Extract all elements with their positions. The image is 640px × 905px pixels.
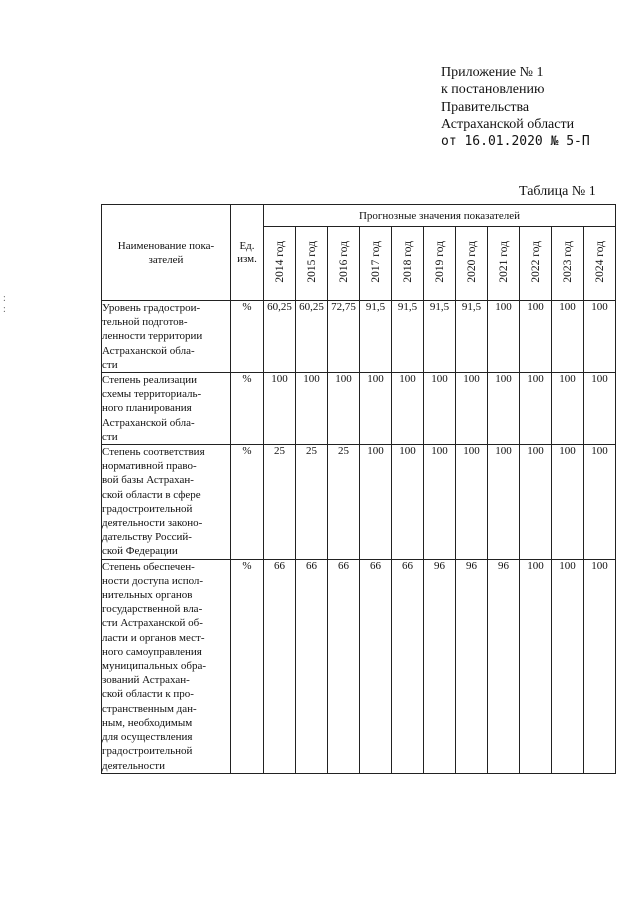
year-label: 2020 год — [465, 241, 478, 283]
indicator-value: 66 — [360, 559, 392, 773]
indicator-value: 100 — [264, 373, 296, 445]
table-row — [102, 445, 616, 560]
table-row — [102, 373, 616, 445]
indicator-value: 72,75 — [328, 301, 360, 373]
year-header — [328, 227, 360, 301]
indicator-value: 100 — [584, 373, 616, 445]
table-label: Таблица № 1 — [519, 184, 596, 199]
indicator-value: 100 — [488, 301, 520, 373]
year-header — [392, 227, 424, 301]
indicator-value: 100 — [328, 373, 360, 445]
year-label: 2019 год — [433, 241, 446, 283]
indicators-table — [101, 204, 616, 774]
year-label: 2024 год — [593, 241, 606, 283]
indicator-value: 91,5 — [456, 301, 488, 373]
year-label: 2018 год — [401, 241, 414, 283]
indicator-value: 100 — [552, 301, 584, 373]
indicator-name: Степень реализации схемы территориаль- ного планирования Астраханской обла- сти — [102, 373, 231, 445]
indicator-value: 25 — [328, 445, 360, 560]
indicator-value: 100 — [360, 373, 392, 445]
year-header — [264, 227, 296, 301]
indicator-name: Степень обеспечен- ности доступа испол- нительных органов государственной вла- сти Астраханской об- ласти и органов мест- ного самоуправления муниципальных обра- зований Астрахан- ской области к про- странственным дан- ным, необходимым для осуществления градостроительной деятельности — [102, 559, 231, 773]
header-line-2: к постановлению — [441, 82, 545, 98]
indicator-value: 100 — [296, 373, 328, 445]
indicator-value: 100 — [488, 373, 520, 445]
indicator-value: 96 — [456, 559, 488, 773]
indicator-value: 100 — [584, 445, 616, 560]
year-header — [488, 227, 520, 301]
indicator-value: 60,25 — [264, 301, 296, 373]
year-header — [552, 227, 584, 301]
header-line-1: Приложение № 1 — [441, 65, 544, 80]
indicator-value: 91,5 — [424, 301, 456, 373]
year-label: 2021 год — [497, 241, 510, 283]
year-header — [296, 227, 328, 301]
year-label: 2016 год — [337, 241, 350, 283]
indicator-unit: % — [231, 373, 264, 445]
indicator-unit: % — [231, 559, 264, 773]
indicator-value: 100 — [392, 373, 424, 445]
indicator-value: 25 — [296, 445, 328, 560]
indicator-name: Степень соответствия нормативной право- вой базы Астрахан- ской области в сфере градостроительной деятельности законо- дательству Россий- ской Федерации — [102, 445, 231, 560]
year-header — [584, 227, 616, 301]
indicator-value: 66 — [264, 559, 296, 773]
indicator-value: 100 — [584, 301, 616, 373]
indicator-value: 25 — [264, 445, 296, 560]
indicator-value: 100 — [520, 445, 552, 560]
column-header-unit: Ед. изм. — [231, 205, 264, 301]
year-header — [456, 227, 488, 301]
indicator-value: 100 — [520, 373, 552, 445]
indicator-value: 96 — [488, 559, 520, 773]
indicator-value: 100 — [520, 559, 552, 773]
indicator-value: 100 — [552, 373, 584, 445]
indicator-value: 100 — [552, 559, 584, 773]
indicator-value: 100 — [584, 559, 616, 773]
indicator-value: 100 — [392, 445, 424, 560]
header-line-3: Правительства — [441, 99, 530, 115]
group-header-forecast: Прогнозные значения показателей — [264, 205, 616, 227]
table-body — [102, 301, 616, 774]
header-line-4: Астраханской области — [441, 116, 575, 132]
indicator-value: 60,25 — [296, 301, 328, 373]
column-header-name: Наименование пока- зателей — [102, 205, 231, 301]
year-label: 2022 год — [529, 241, 542, 283]
indicator-unit: % — [231, 445, 264, 560]
indicator-value: 91,5 — [392, 301, 424, 373]
indicator-value: 100 — [360, 445, 392, 560]
year-label: 2023 год — [561, 241, 574, 283]
indicator-value: 66 — [328, 559, 360, 773]
indicator-value: 66 — [296, 559, 328, 773]
indicator-value: 100 — [456, 373, 488, 445]
year-header — [520, 227, 552, 301]
year-header — [424, 227, 456, 301]
indicator-value: 100 — [552, 445, 584, 560]
year-label: 2014 год — [273, 241, 286, 283]
year-label: 2015 год — [305, 241, 318, 283]
margin-marks: : : — [3, 293, 6, 315]
year-header — [360, 227, 392, 301]
year-label: 2017 год — [369, 241, 382, 283]
indicator-value: 96 — [424, 559, 456, 773]
indicator-value: 66 — [392, 559, 424, 773]
indicator-value: 100 — [424, 373, 456, 445]
indicator-value: 91,5 — [360, 301, 392, 373]
table-row — [102, 301, 616, 373]
indicator-value: 100 — [488, 445, 520, 560]
indicator-value: 100 — [424, 445, 456, 560]
indicator-value: 100 — [520, 301, 552, 373]
approval-header — [441, 64, 631, 150]
indicator-name: Уровень градострои- тельной подготов- ленности территории Астраханской обла- сти — [102, 301, 231, 373]
indicator-unit: % — [231, 301, 264, 373]
header-line-5: от 16.01.2020 № 5-П — [441, 134, 590, 150]
table-row — [102, 559, 616, 773]
indicator-value: 100 — [456, 445, 488, 560]
